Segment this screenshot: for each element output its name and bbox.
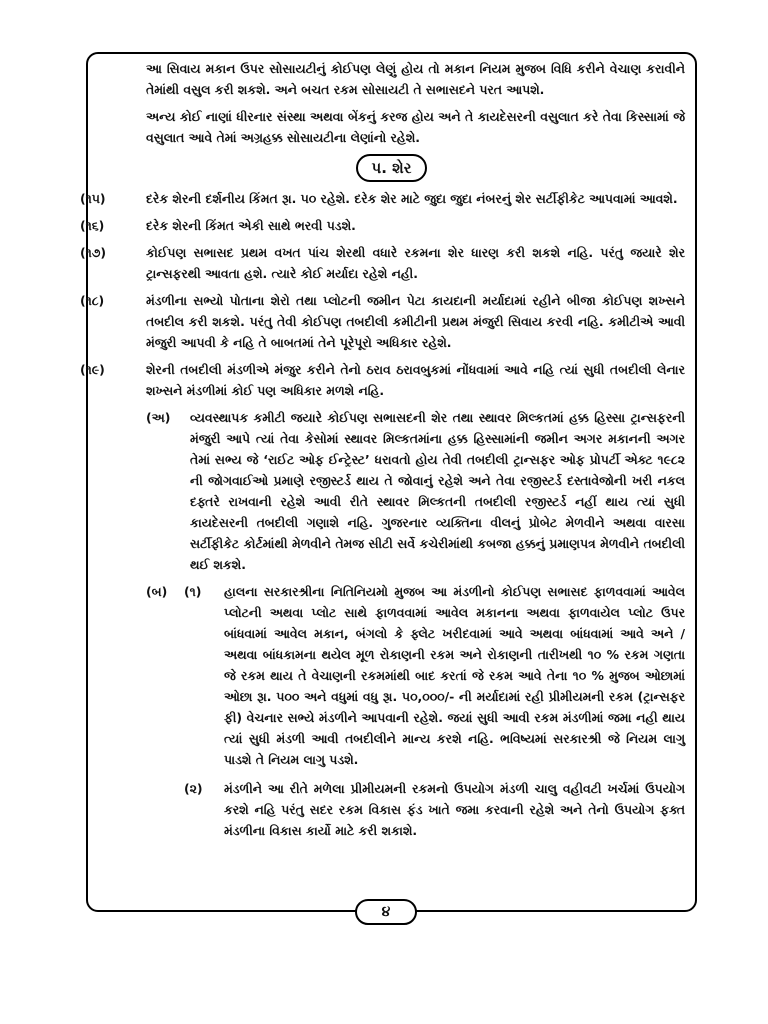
clause-18: [80, 290, 697, 353]
page-number: ૪: [355, 899, 417, 925]
intro-paragraph-2: અન્ય કોઈ નાણાં ધીરનાર સંસ્થા અથવા બેંકનું કરજ હોય અને તે કાયદેસરની વસુલાત કરે તેવા કિસ્સામાં જે વસુલાત આવે તેમાં અગ્રહક્ક સોસાયટીના લેણાંનો રહેશે.: [146, 109, 685, 145]
subclause-b-2: [86, 778, 697, 841]
clause-16: [80, 215, 697, 236]
clause-text: કોઈપણ સભાસદ પ્રથમ વખત પાંચ શેરથી વધારે રકમના શેર ધારણ કરી શકશે નહિ. પરંતુ જયારે શેર ટ્રાન્સફરથી આવતા હશે. ત્યારે કોઈ મર્યાદા રહેશે નહી.: [146, 245, 685, 281]
clause-number: (૧૫): [80, 191, 106, 206]
clause-number: (૧૭): [80, 245, 107, 260]
section-heading-wrap: [86, 154, 697, 182]
subclause-b-1: [86, 581, 697, 770]
clause-text: મંડળીના સભ્યો પોતાના શેરો તથા પ્લોટની જમીન પેટા કાયદાની મર્યાદામાં રહીને બીજા કોઈપણ શખ્સને તબદીલ કરી શકશે. પરંતુ તેવી કોઈપણ તબદીલી કમીટીની પ્રથમ મંજુરી સિવાય કરવી નહિ. કમીટીએ આવી મંજુરી આપવી કે નહિ તે બાબતમાં તેને પૂરેપૂરો અધિકાર રહેશે.: [146, 293, 685, 350]
clause-number: (૧૯): [80, 362, 105, 377]
clause-17: [80, 242, 697, 284]
clause-text: શેરની તબદીલી મંડળીએ મંજુર કરીને તેનો ઠરાવ ઠરાવબુકમાં નોંધવામાં આવે નહિ ત્યાં સુધી તબદીલી લેનાર શખ્સને મંડળીમાં કોઈ પણ અધિકાર મળશે નહિ.: [146, 362, 685, 398]
subclause-a: [86, 407, 697, 575]
clause-text: દરેક શેરની કિંમત એકી સાથે ભરવી પડશે.: [146, 218, 356, 233]
subclause-number: (બ): [146, 584, 168, 599]
clause-number: (૧૬): [80, 218, 105, 233]
subpart-number: (૧): [184, 584, 202, 599]
subpart-number: (૨): [184, 781, 203, 796]
subclause-number: (અ): [146, 410, 171, 425]
clause-number: (૧૮): [80, 293, 105, 308]
clause-text: દરેક શેરની દર્શનીય કિંમત રૂા. ૫૦ રહેશે. દરેક શેર માટે જુદા જુદા નંબરનું શેર સર્ટીફીકેટ આપવામાં આવશે.: [146, 191, 678, 206]
clause-15: [80, 188, 697, 209]
section-heading: પ. શેર: [356, 154, 428, 182]
clause-19: [80, 359, 697, 401]
subclause-text: વ્યવસ્થાપક કમીટી જયારે કોઈપણ સભાસદની શેર તથા સ્થાવર મિલ્કતમાં હક્ક હિસ્સા ટ્રાન્સફરની મંજુરી આપે ત્યાં તેવા કેસોમાં સ્થાવર મિલ્કતમાંના હક્ક હિસ્સામાંની જમીન અગર મકાનની અગર તેમાં સભ્ય જે ‘રાઈટ ઓફ ઈન્ટ્રેસ્ટ’ ધરાવતો હોય તેવી તબદીલી ટ્રાન્સફર ઓફ પ્રોપર્ટી એક્ટ ૧૯૮૨ ની જોગવાઈઓ પ્રમાણે રજીસ્ટર્ડ થાય તે જોવાનું રહેશે અને તેવા રજીસ્ટર્ડ દસ્તાવેજોની ખરી નકલ દફ્તરે રાખવાની રહેશે આવી રીતે સ્થાવર મિલ્કતની તબદીલી રજીસ્ટર્ડ નહીં થાય ત્યાં સુધી કાયદેસરની તબદીલી ગણાશે નહિ. ગુજરનાર વ્યક્તિના વીલનું પ્રોબેટ મેળવીને અથવા વારસા સર્ટીફીકેટ કોર્ટમાંથી મેળવીને તેમજ સીટી સર્વે કચેરીમાંથી કબજા હક્કનું પ્રમાણપત્ર મેળવીને તબદીલી થઈ શકશે.: [190, 410, 685, 572]
subpart-text: હાલના સરકારશ્રીના નિતિનિયમો મુજબ આ મંડળીનો કોઈપણ સભાસદ ફાળવવામાં આવેલ પ્લોટની અથવા પ્લોટ સાથે ફાળવવામાં આવેલ મકાનના અથવા ફાળવાયેલ પ્લોટ ઉપર બાંધવામાં આવેલ મકાન, બંગલો કે ફ્લેટ ખરીદવામાં આવે અથવા બાંધવામાં આવે અને / અથવા બાંધકામના થયેલ મૂળ રોકાણની રકમ અને રોકાણની તારીખથી ૧૦ % રકમ ગણતા જે રકમ થાય તે વેચાણની રકમમાંથી બાદ કરતાં જે રકમ આવે તેના ૧૦ % મુજબ ઓછામાં ઓછા રૂા. ૫૦૦ અને વધુમાં વધુ રૂા. ૫૦,૦૦૦/- ની મર્યાદામાં રહી પ્રીમીયમની રકમ (ટ્રાન્સફર ફી) વેચનાર સભ્યે મંડળીને આપવાની રહેશે. જયાં સુધી આવી રકમ મંડળીમાં જમા નહી થાય ત્યાં સુધી મંડળી આવી તબદીલીને માન્ય કરશે નહિ. ભવિષ્યમાં સરકારશ્રી જે નિયમ લાગુ પાડશે તે નિયમ લાગુ પડશે.: [224, 584, 685, 767]
document-body: [80, 58, 697, 849]
subpart-text: મંડળીને આ રીતે મળેલા પ્રીમીયમની રકમનો ઉપયોગ મંડળી ચાલુ વહીવટી ખર્ચમાં ઉપયોગ કરશે નહિ પરંતુ સદર રકમ વિકાસ ફંડ ખાતે જમા કરવાની રહેશે અને તેનો ઉપયોગ ફક્ત મંડળીના વિકાસ કાર્યો માટે કરી શકાશે.: [224, 781, 685, 838]
intro-paragraph-1: આ સિવાય મકાન ઉપર સોસાયટીનું કોઈપણ લેણું હોય તો મકાન નિયમ મુજબ વિધિ કરીને વેચાણ કરાવીને તેમાંથી વસુલ કરી શકશે. અને બચત રકમ સોસાયટી તે સભાસદને પરત આપશે.: [146, 61, 685, 97]
